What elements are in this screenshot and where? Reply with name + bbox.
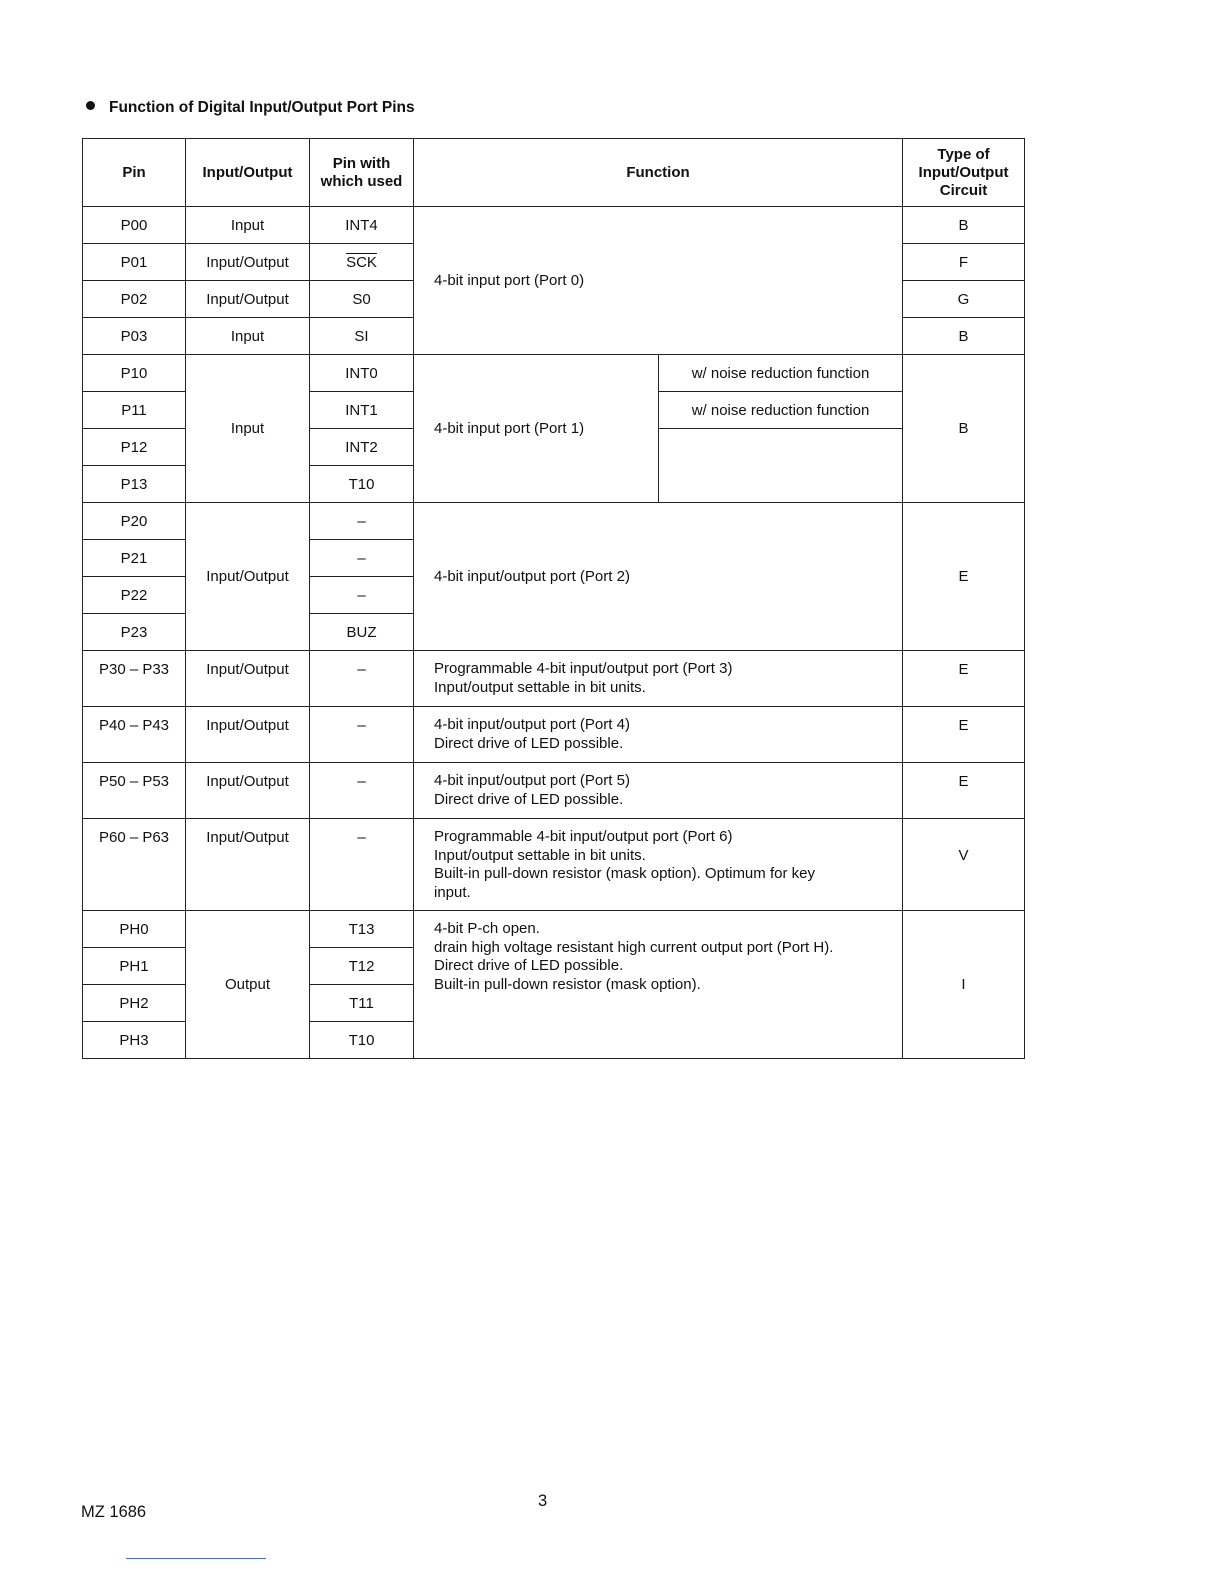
used-cell: $\overline{SCK}$ [310,244,414,281]
pin-cell: P12 [83,429,186,466]
function-line: Built-in pull-down resistor (mask option). [434,975,701,993]
circuit-cell: I [903,911,1025,1059]
pin-cell: P50 – P53 [83,763,186,819]
function-line: 4-bit P-ch open. [434,920,540,937]
function-line: Programmable 4-bit input/output port (Port 6) [434,828,733,845]
circuit-cell: B [903,318,1025,355]
table-row [83,911,1025,948]
pin-cell: P20 [83,503,186,540]
table-row [83,651,1025,707]
pin-cell: P30 – P33 [83,651,186,707]
pin-cell: PH3 [83,1022,186,1059]
used-cell: T10 [310,1022,414,1059]
circuit-cell: G [903,281,1025,318]
used-cell: BUZ [310,614,414,651]
function-line: input. [434,883,471,901]
io-cell: Input [186,207,310,244]
section-heading [86,99,415,117]
header-pin: Pin [83,139,186,207]
io-cell: Input [186,355,310,503]
pin-cell: P21 [83,540,186,577]
heading-text: Function of Digital Input/Output Port Pins [109,99,415,116]
pin-cell: P13 [83,466,186,503]
pin-cell: P22 [83,577,186,614]
function-cell: 4-bit input port (Port 0) [414,207,903,355]
pin-cell: P40 – P43 [83,707,186,763]
pin-cell: P60 – P63 [83,819,186,911]
page-number: 3 [538,1492,548,1510]
pin-cell: PH0 [83,911,186,948]
function-line: Direct drive of LED possible. [434,790,624,808]
circuit-cell: E [903,651,1025,707]
used-cell: INT2 [310,429,414,466]
footer-rule [126,1558,266,1559]
pin-cell: P00 [83,207,186,244]
circuit-cell: B [903,355,1025,503]
used-cell: T13 [310,911,414,948]
function-line: Built-in pull-down resistor (mask option). Optimum for key [434,865,815,882]
used-cell: – [310,707,414,763]
used-cell: INT4 [310,207,414,244]
io-cell: Input/Output [186,503,310,651]
function-cell [414,651,903,707]
used-cell: INT0 [310,355,414,392]
used-cell: – [310,763,414,819]
used-cell: INT1 [310,392,414,429]
used-cell: – [310,503,414,540]
function-cell: 4-bit input/output port (Port 2) [414,503,903,651]
used-cell: T12 [310,948,414,985]
header-circuit: Type of Input/Output Circuit [903,139,1025,207]
noise-note: w/ noise reduction function [659,355,903,392]
table-row [83,503,1025,540]
function-line: Input/output settable in bit units. [434,846,646,864]
io-cell: Input [186,318,310,355]
port-pins-table [82,138,1025,1059]
header-io: Input/Output [186,139,310,207]
io-cell: Input/Output [186,244,310,281]
circuit-cell: F [903,244,1025,281]
pin-cell: P02 [83,281,186,318]
function-line: Direct drive of LED possible. [434,734,624,752]
table-row [83,707,1025,763]
table-row [83,819,1025,911]
pin-cell: P03 [83,318,186,355]
function-cell [414,819,903,911]
used-cell: T10 [310,466,414,503]
used-cell: – [310,540,414,577]
pin-cell: PH1 [83,948,186,985]
function-line: 4-bit input/output port (Port 5) [434,772,630,789]
io-cell: Input/Output [186,763,310,819]
used-cell: – [310,651,414,707]
document-code: MZ 1686 [81,1503,147,1521]
header-row [83,139,1025,207]
pin-cell: P10 [83,355,186,392]
function-cell [414,911,903,1059]
io-cell: Input/Output [186,707,310,763]
used-cell: S0 [310,281,414,318]
table-row [83,355,1025,392]
circuit-cell: V [903,819,1025,911]
io-cell: Input/Output [186,819,310,911]
header-function: Function [414,139,903,207]
table-row [83,763,1025,819]
io-cell: Input/Output [186,281,310,318]
pin-cell: PH2 [83,985,186,1022]
function-line: Direct drive of LED possible. [434,957,624,974]
used-cell: – [310,577,414,614]
io-cell: Output [186,911,310,1059]
empty-cell [659,429,903,503]
function-cell: 4-bit input port (Port 1) [414,355,659,503]
function-line: Input/output settable in bit units. [434,678,646,696]
pin-cell: P23 [83,614,186,651]
function-cell [414,763,903,819]
function-line: Programmable 4-bit input/output port (Port 3) [434,660,733,677]
used-cell: T11 [310,985,414,1022]
circuit-cell: B [903,207,1025,244]
noise-note: w/ noise reduction function [659,392,903,429]
function-cell [414,707,903,763]
bullet-icon [86,101,95,110]
circuit-cell: E [903,763,1025,819]
circuit-cell: E [903,707,1025,763]
function-line: drain high voltage resistant high current output port (Port H). [434,938,834,956]
table-row [83,207,1025,244]
header-used: Pin with which used [310,139,414,207]
function-line: 4-bit input/output port (Port 4) [434,716,630,733]
io-cell: Input/Output [186,651,310,707]
used-cell: SI [310,318,414,355]
pin-cell: P01 [83,244,186,281]
used-cell: – [310,819,414,911]
circuit-cell: E [903,503,1025,651]
pin-cell: P11 [83,392,186,429]
